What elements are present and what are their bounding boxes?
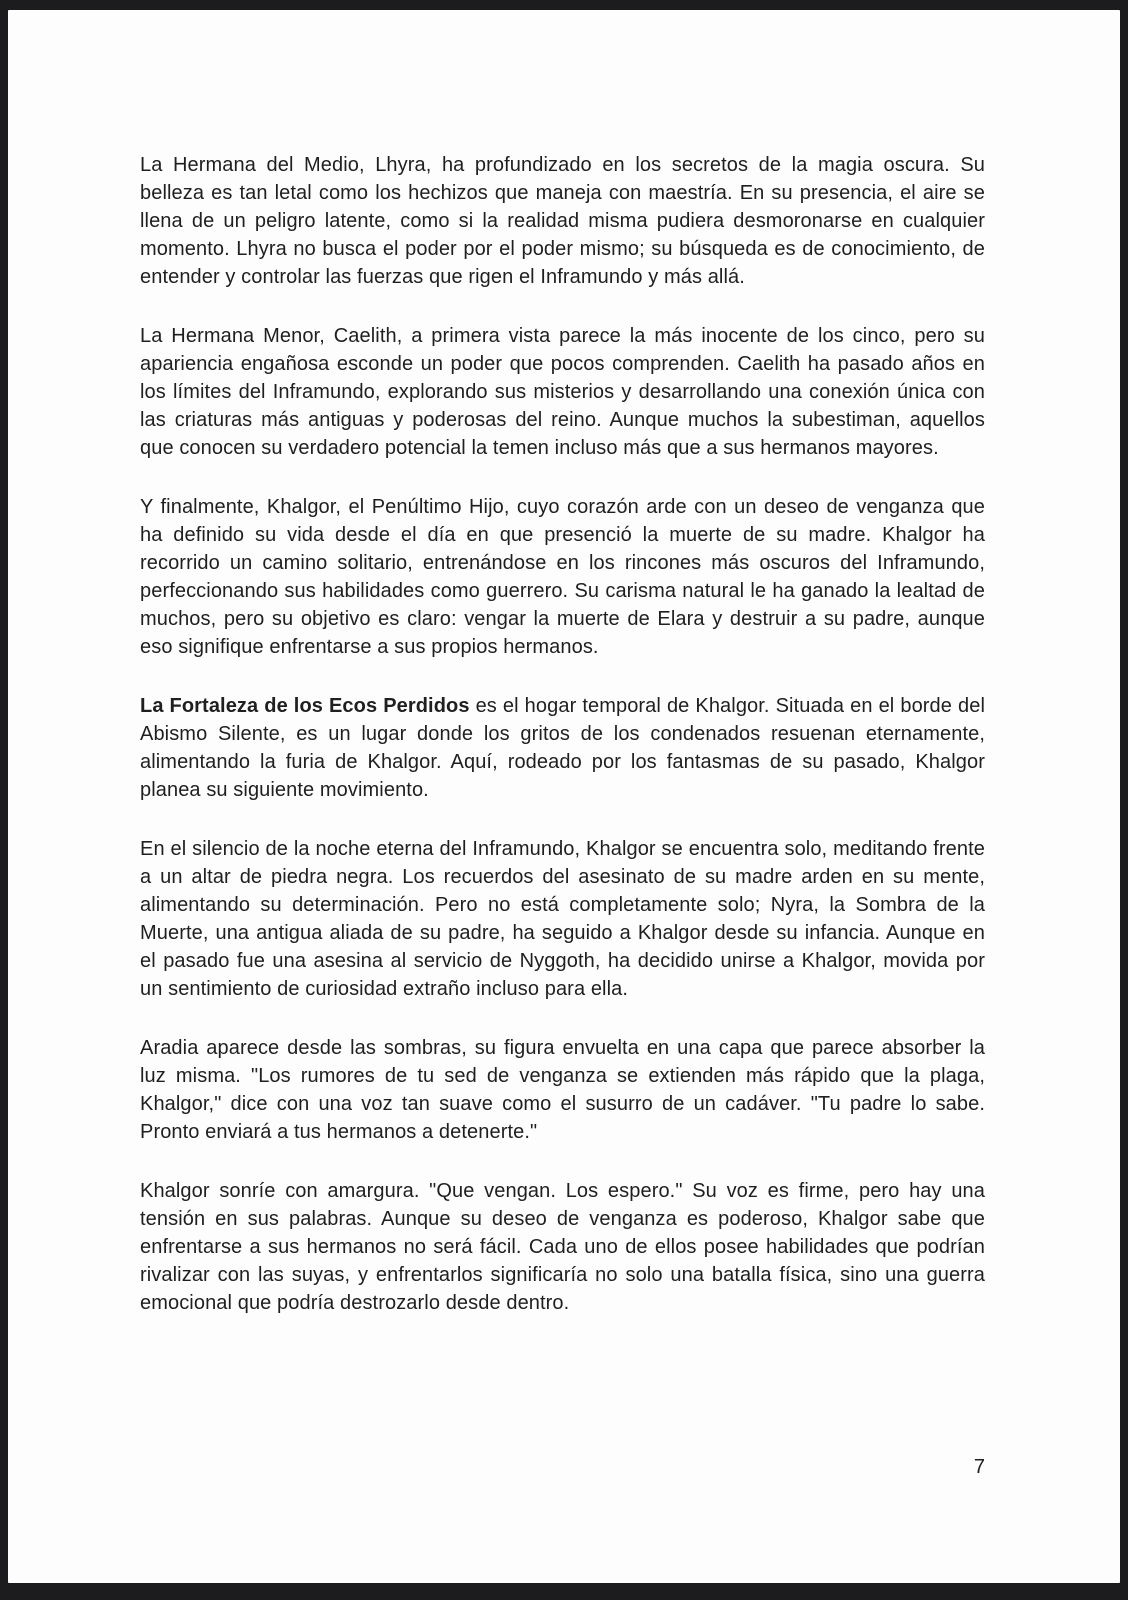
paragraph-text: En el silencio de la noche eterna del Inframundo, Khalgor se encuentra solo, meditando frente a un altar de piedra negra. Los recuerdos del asesinato de su madre arden en su mente, alimentando su determinación. Pero no está completamente solo; Nyra, la Sombra de la Muerte, una antigua aliada de su padre, ha seguido a Khalgor desde su infancia. Aunque en el pasado fue una asesina al servicio de Nyggoth, ha decidido unirse a Khalgor, movida por un sentimiento de curiosidad extraño incluso para ella. [140,838,985,1000]
paragraph [140,493,985,661]
page-number: 7 [973,1456,985,1478]
paragraph [140,1034,985,1146]
paragraph-text: Aradia aparece desde las sombras, su figura envuelta en una capa que parece absorber la luz misma. "Los rumores de tu sed de venganza se extienden más rápido que la plaga, Khalgor," dice con una voz tan suave como el susurro de un cadáver. "Tu padre lo sabe. Pronto enviará a tus hermanos a detenerte." [140,1037,985,1143]
paragraph-bold-lead: La Fortaleza de los Ecos Perdidos [140,695,470,717]
paragraph [140,151,985,291]
paragraph-text: Y finalmente, Khalgor, el Penúltimo Hijo, cuyo corazón arde con un deseo de venganza que ha definido su vida desde el día en que presenció la muerte de su madre. Khalgor ha recorrido un camino solitario, entrenándose en los rincones más oscuros del Inframundo, perfeccionando sus habilidades como guerrero. Su carisma natural le ha ganado la lealtad de muchos, pero su objetivo es claro: vengar la muerte de Elara y destruir a su padre, aunque eso signifique enfrentarse a sus propios hermanos. [140,496,985,658]
paragraph [140,835,985,1003]
paragraph-text: Khalgor sonríe con amargura. "Que vengan. Los espero." Su voz es firme, pero hay una tensión en sus palabras. Aunque su deseo de venganza es poderoso, Khalgor sabe que enfrentarse a sus hermanos no será fácil. Cada uno de ellos posee habilidades que podrían rivalizar con las suyas, y enfrentarlos significaría no solo una batalla física, sino una guerra emocional que podría destrozarlo desde dentro. [140,1180,985,1314]
document-page [8,10,1120,1583]
document-body [140,151,985,1348]
paragraph [140,1177,985,1317]
paragraph-text: es el hogar temporal de Khalgor. Situada en el borde del Abismo Silente, es un lugar donde los gritos de los condenados resuenan eternamente, alimentando la furia de Khalgor. Aquí, rodeado por los fantasmas de su pasado, Khalgor planea su siguiente movimiento. [140,695,985,801]
paragraph-text: La Hermana Menor, Caelith, a primera vista parece la más inocente de los cinco, pero su apariencia engañosa esconde un poder que pocos comprenden. Caelith ha pasado años en los límites del Inframundo, explorando sus misterios y desarrollando una conexión única con las criaturas más antiguas y poderosas del reino. Aunque muchos la subestiman, aquellos que conocen su verdadero potencial la temen incluso más que a sus hermanos mayores. [140,325,985,459]
paragraph-text: La Hermana del Medio, Lhyra, ha profundizado en los secretos de la magia oscura. Su belleza es tan letal como los hechizos que maneja con maestría. En su presencia, el aire se llena de un peligro latente, como si la realidad misma pudiera desmoronarse en cualquier momento. Lhyra no busca el poder por el poder mismo; su búsqueda es de conocimiento, de entender y controlar las fuerzas que rigen el Inframundo y más allá. [140,154,985,288]
paragraph [140,692,985,804]
paragraph [140,322,985,462]
